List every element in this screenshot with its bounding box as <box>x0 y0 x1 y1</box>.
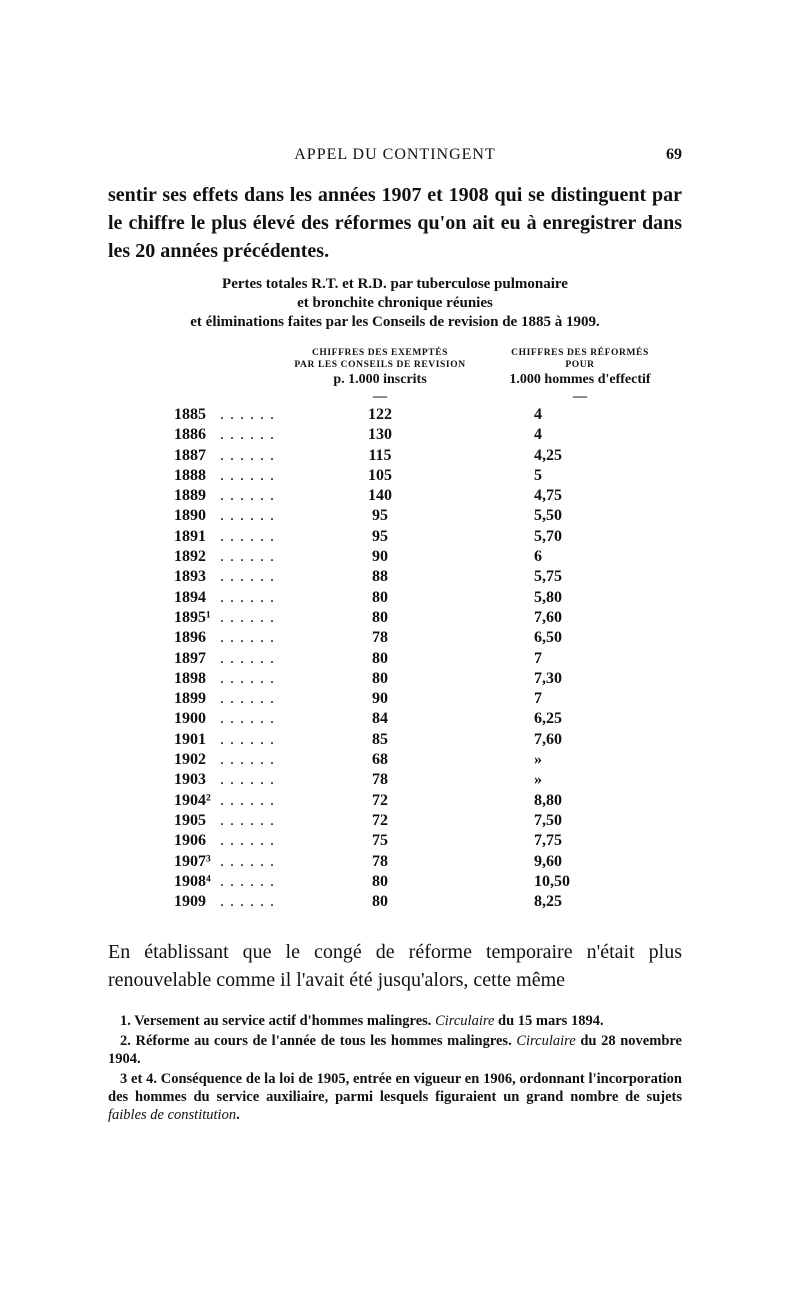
reform-value: 4,25 <box>534 446 562 464</box>
reform-value: 4 <box>534 406 542 423</box>
exempt-value: 78 <box>372 629 388 647</box>
reform-value: 7,50 <box>534 811 562 829</box>
year-cell: 1909 <box>174 893 206 911</box>
column-header-exempts <box>262 347 498 405</box>
column-header-reformes-line3: 1.000 hommes d'effectif <box>509 372 651 387</box>
exempt-value: 115 <box>368 446 392 464</box>
table-row <box>0 812 800 832</box>
leader-dots: ...... <box>220 872 280 890</box>
exempt-value: 75 <box>372 832 388 850</box>
exempt-value: 95 <box>372 507 388 525</box>
exempt-value: 78 <box>372 771 388 789</box>
leader-dots: ...... <box>220 852 280 870</box>
leader-dots: ...... <box>220 487 280 505</box>
reform-value: 5,50 <box>534 507 562 525</box>
exempt-value: 85 <box>372 730 388 748</box>
table-row <box>0 487 800 507</box>
table-row <box>0 710 800 730</box>
table-row <box>0 528 800 548</box>
table-row <box>0 832 800 852</box>
reform-value: 5 <box>534 466 542 484</box>
reform-value: 8,80 <box>534 791 562 809</box>
year-cell: 1891 <box>174 527 206 545</box>
intro-paragraph: sentir ses effets dans les années 1907 et 1908 qui se distinguent par le chiffre le plus élevé des réformes qu'on ait eu à enregistrer dans les 20 années précédentes. <box>108 184 682 262</box>
table-row <box>0 609 800 629</box>
footnote-2-italic: Circulaire <box>516 1033 576 1049</box>
leader-dots: ...... <box>220 669 280 687</box>
leader-dots: ...... <box>220 548 280 566</box>
year-cell: 1904² <box>174 791 211 809</box>
year-cell: 1901 <box>174 730 206 748</box>
column-header-exempts-line1: CHIFFRES DES EXEMPTÉS <box>311 348 449 358</box>
column-header-exempts-line3: p. 1.000 inscrits <box>333 372 427 387</box>
exempt-value: 72 <box>372 791 388 809</box>
year-cell: 1897 <box>174 649 206 667</box>
exempt-value: 80 <box>372 608 388 626</box>
year-cell: 1894 <box>174 588 206 606</box>
footnote-2-text: 2. Réforme au cours de l'année de tous les hommes malingres. <box>120 1033 517 1049</box>
leader-dots: ...... <box>220 751 280 769</box>
leader-dots: ...... <box>220 426 280 444</box>
exempt-value: 95 <box>372 527 388 545</box>
exempt-value: 80 <box>372 588 388 606</box>
body-paragraph: En établissant que le congé de réforme temporaire n'était plus renouvelable comme il l'avait été jusqu'alors, cette même <box>108 941 682 991</box>
year-cell: 1899 <box>174 690 206 708</box>
leader-dots: ...... <box>220 406 280 423</box>
exempt-value: 72 <box>372 811 388 829</box>
reform-value: 9,60 <box>534 852 562 870</box>
column-header-reformes-dash: — <box>573 389 587 404</box>
leader-dots: ...... <box>220 690 280 708</box>
reform-value: 5,80 <box>534 588 562 606</box>
reform-value: 7,75 <box>534 832 562 850</box>
leader-dots: ...... <box>220 568 280 586</box>
exempt-value: 90 <box>372 690 388 708</box>
caption-line-3: et éliminations faites par les Conseils de revision de 1885 à 1909. <box>190 314 600 330</box>
leader-dots: ...... <box>220 649 280 667</box>
year-cell: 1902 <box>174 751 206 769</box>
table-row <box>0 670 800 690</box>
running-title: APPEL DU CONTINGENT <box>294 146 496 163</box>
exempt-value: 88 <box>372 568 388 586</box>
footnote-1-end: du 15 mars 1894. <box>494 1013 604 1029</box>
reform-value: » <box>534 751 542 769</box>
table-row <box>0 589 800 609</box>
exempt-value: 78 <box>372 852 388 870</box>
year-cell: 1906 <box>174 832 206 850</box>
reform-value: 5,75 <box>534 568 562 586</box>
reform-value: 7,60 <box>534 608 562 626</box>
table-body <box>0 406 800 913</box>
leader-dots: ...... <box>220 608 280 626</box>
footnote-3-italic: faibles de constitution <box>108 1107 237 1123</box>
year-cell: 1903 <box>174 771 206 789</box>
year-cell: 1886 <box>174 426 206 444</box>
footnote-1-italic: Circulaire <box>435 1013 495 1029</box>
footnote-2-end: du 28 novembre 1904. <box>108 1033 682 1067</box>
year-cell: 1900 <box>174 710 206 728</box>
footnote-3-text: 3 et 4. Conséquence de la loi de 1905, entrée en vigueur en 1906, ordonnant l'incorporation des hommes du service auxiliaire, parmi lesquels figuraient un grand nombre de sujets <box>108 1071 682 1105</box>
column-header-reformes <box>486 347 674 405</box>
year-cell: 1888 <box>174 466 206 484</box>
column-header-reformes-line2: POUR <box>565 360 595 370</box>
exempt-value: 122 <box>368 406 392 423</box>
column-header-exempts-line2: PAR LES CONSEILS DE REVISION <box>294 360 466 370</box>
exempt-value: 80 <box>372 872 388 890</box>
year-cell: 1895¹ <box>174 608 211 626</box>
page-number: 69 <box>666 146 682 163</box>
exempt-value: 105 <box>368 466 392 484</box>
table-row <box>0 467 800 487</box>
table-row <box>0 650 800 670</box>
table-row <box>0 568 800 588</box>
year-cell: 1898 <box>174 669 206 687</box>
table-row <box>0 629 800 649</box>
year-cell: 1889 <box>174 487 206 505</box>
exempt-value: 80 <box>372 893 388 911</box>
year-cell: 1908⁴ <box>174 872 211 890</box>
table-row <box>0 751 800 771</box>
reform-value: 4 <box>534 426 542 444</box>
year-cell: 1885 <box>174 406 206 423</box>
leader-dots: ...... <box>220 832 280 850</box>
table-row <box>0 893 800 913</box>
footnote-1 <box>108 1012 682 1030</box>
leader-dots: ...... <box>220 588 280 606</box>
leader-dots: ...... <box>220 527 280 545</box>
leader-dots: ...... <box>220 446 280 464</box>
year-cell: 1893 <box>174 568 206 586</box>
reform-value: 5,70 <box>534 527 562 545</box>
leader-dots: ...... <box>220 507 280 525</box>
footnote-2 <box>108 1032 682 1068</box>
caption-line-1: Pertes totales R.T. et R.D. par tuberculose pulmonaire <box>222 276 568 292</box>
reform-value: 6,25 <box>534 710 562 728</box>
reform-value: 6 <box>534 548 542 566</box>
table-row <box>0 853 800 873</box>
table-row <box>0 792 800 812</box>
footnote-3-end: . <box>236 1107 240 1123</box>
year-cell: 1896 <box>174 629 206 647</box>
leader-dots: ...... <box>220 466 280 484</box>
footnote-3 <box>108 1070 682 1124</box>
table-row <box>0 507 800 527</box>
footnote-1-text: 1. Versement au service actif d'hommes malingres. <box>120 1013 436 1029</box>
year-cell: 1907³ <box>174 852 211 870</box>
year-cell: 1892 <box>174 548 206 566</box>
exempt-value: 130 <box>368 426 392 444</box>
table-row <box>0 447 800 467</box>
column-header-reformes-line1: CHIFFRES DES RÉFORMÉS <box>511 348 649 358</box>
leader-dots: ...... <box>220 710 280 728</box>
leader-dots: ...... <box>220 771 280 789</box>
leader-dots: ...... <box>220 893 280 911</box>
exempt-value: 84 <box>372 710 388 728</box>
leader-dots: ...... <box>220 629 280 647</box>
running-head <box>108 146 682 168</box>
reform-value: 6,50 <box>534 629 562 647</box>
reform-value: 7,60 <box>534 730 562 748</box>
reform-value: » <box>534 771 542 789</box>
exempt-value: 140 <box>368 487 392 505</box>
table-row <box>0 406 800 426</box>
reform-value: 7 <box>534 690 542 708</box>
footnotes <box>108 1012 682 1126</box>
year-cell: 1890 <box>174 507 206 525</box>
exempt-value: 80 <box>372 649 388 667</box>
table-row <box>0 771 800 791</box>
year-cell: 1887 <box>174 446 206 464</box>
year-cell: 1905 <box>174 811 206 829</box>
table-row <box>0 873 800 893</box>
reform-value: 7,30 <box>534 669 562 687</box>
table-row <box>0 690 800 710</box>
exempt-value: 90 <box>372 548 388 566</box>
table-caption <box>108 275 682 332</box>
table-row <box>0 548 800 568</box>
leader-dots: ...... <box>220 811 280 829</box>
exempt-value: 68 <box>372 751 388 769</box>
reform-value: 8,25 <box>534 893 562 911</box>
reform-value: 7 <box>534 649 542 667</box>
reform-value: 4,75 <box>534 487 562 505</box>
reform-value: 10,50 <box>534 872 570 890</box>
leader-dots: ...... <box>220 791 280 809</box>
exempt-value: 80 <box>372 669 388 687</box>
caption-line-2: et bronchite chronique réunies <box>297 295 493 311</box>
column-header-exempts-dash: — <box>373 389 387 404</box>
table-row <box>0 731 800 751</box>
table-row <box>0 426 800 446</box>
leader-dots: ...... <box>220 730 280 748</box>
